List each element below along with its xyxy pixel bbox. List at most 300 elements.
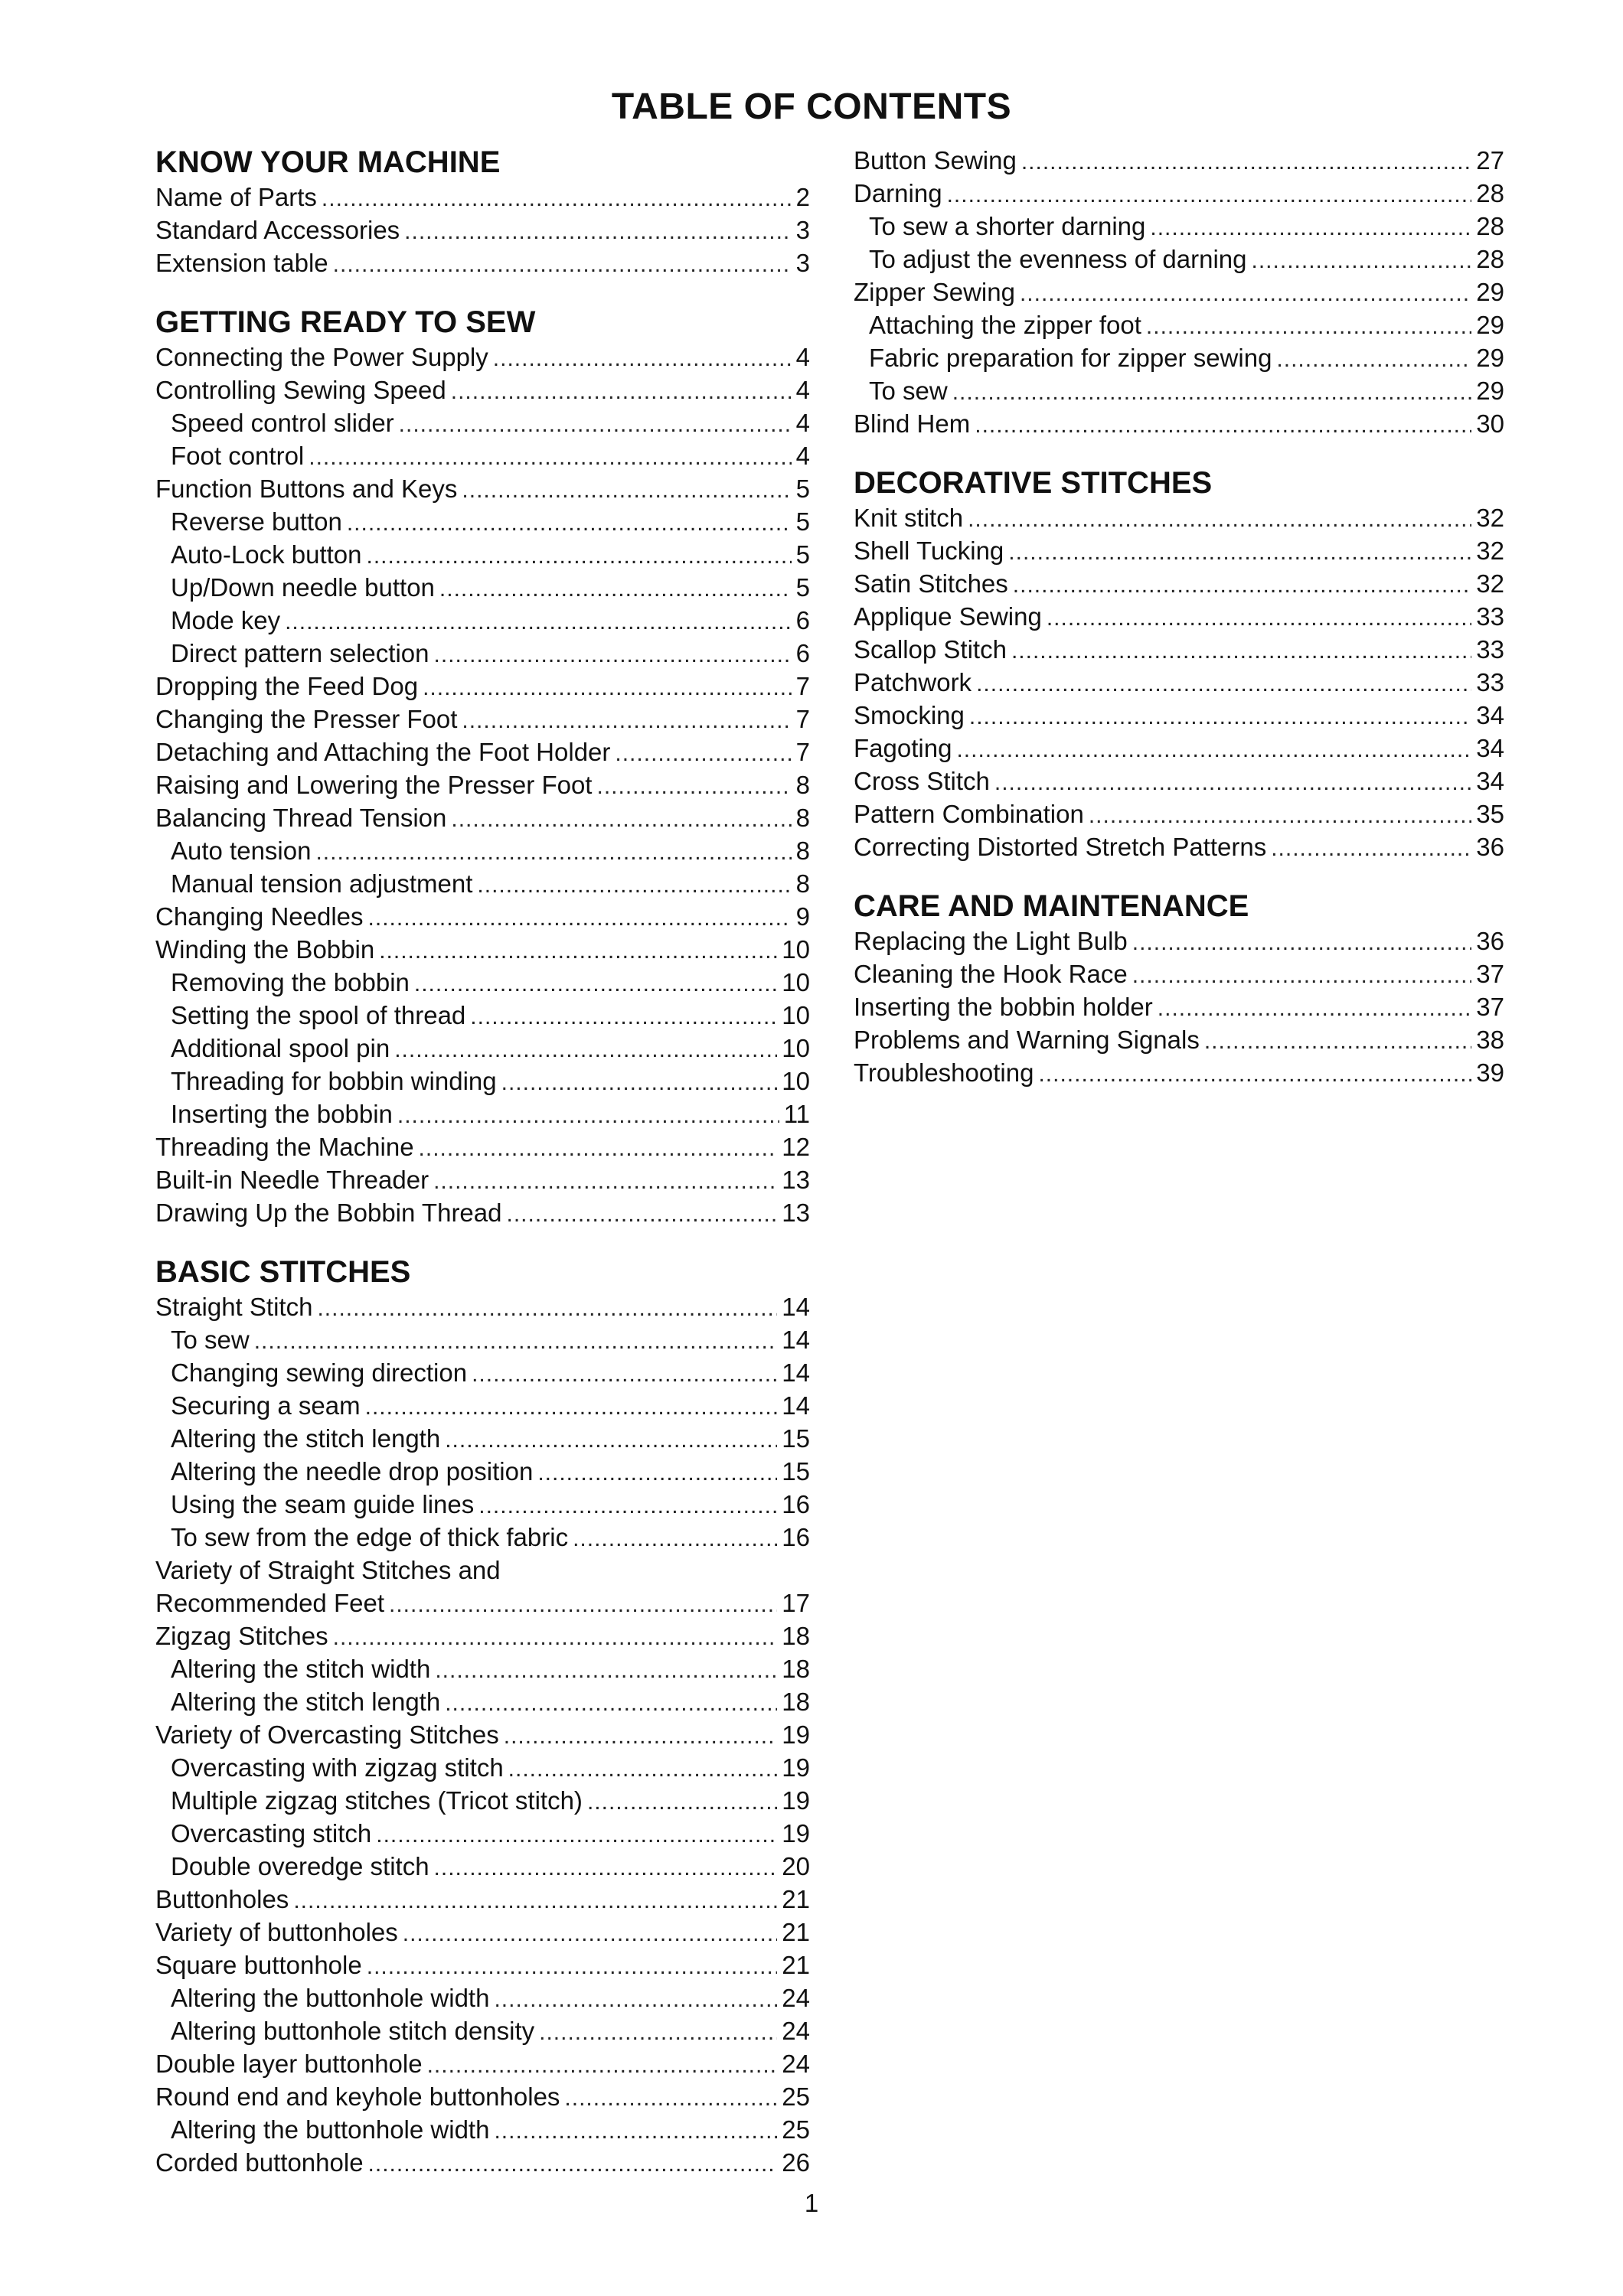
entry-title: Multiple zigzag stitches (Tricot stitch): [171, 1786, 583, 1815]
dot-leader: [365, 1391, 778, 1424]
entry-title: Zipper Sewing: [854, 278, 1015, 306]
entry-title: Altering buttonhole stitch density: [171, 2017, 535, 2045]
toc-entry: [155, 834, 810, 867]
entry-page-number: 4: [795, 376, 810, 404]
entry-page-number: 8: [795, 804, 810, 832]
toc-entry: [854, 177, 1504, 210]
dot-leader: [976, 667, 1471, 700]
entry-title: Altering the stitch width: [171, 1655, 431, 1683]
toc-entry: [155, 966, 810, 999]
entry-title: Square buttonhole: [155, 1951, 362, 1979]
entry-page-number: 25: [782, 2115, 810, 2144]
entry-title: Button Sewing: [854, 146, 1017, 174]
entry-page-number: 18: [782, 1622, 810, 1650]
entry-title: Attaching the zipper foot: [869, 311, 1141, 339]
toc-entry: [155, 1751, 810, 1784]
entry-title: Changing sewing direction: [171, 1358, 468, 1387]
entry-page-number: 4: [795, 409, 810, 437]
dot-leader: [1020, 277, 1471, 310]
toc-entry: [854, 501, 1504, 534]
dot-leader: [968, 503, 1471, 536]
entry-title: Balancing Thread Tension: [155, 804, 447, 832]
toc-entry: [155, 1587, 810, 1619]
entry-title: Replacing the Light Bulb: [854, 927, 1128, 955]
toc-entry: [155, 1949, 810, 1981]
dot-leader: [317, 1292, 777, 1325]
dot-leader: [507, 1198, 778, 1231]
entry-title: To sew: [869, 377, 948, 405]
entry-page-number: 8: [795, 771, 810, 799]
toc-entry: [155, 1488, 810, 1521]
entry-page-number: 34: [1476, 734, 1504, 762]
toc-entry: [155, 439, 810, 472]
entry-page-number: 16: [782, 1523, 810, 1551]
entry-title: Manual tension adjustment: [171, 869, 473, 898]
toc-entry: [155, 2146, 810, 2179]
toc-entry: [155, 1718, 810, 1751]
entry-page-number: 24: [782, 2050, 810, 2078]
entry-page-number: 7: [795, 738, 810, 766]
toc-entry: [854, 1056, 1504, 1089]
entry-page-number: 18: [782, 1688, 810, 1716]
dot-leader: [537, 1456, 777, 1489]
dot-leader: [333, 248, 792, 281]
dot-leader: [347, 507, 792, 540]
toc-entry: [155, 1784, 810, 1817]
entry-title: Standard Accessories: [155, 216, 400, 244]
entry-title: Extension table: [155, 249, 328, 277]
entry-title: Auto-Lock button: [171, 540, 362, 569]
section-heading: GETTING READY TO SEW: [155, 305, 536, 339]
entry-title: Reverse button: [171, 507, 342, 536]
dot-leader: [478, 1489, 777, 1522]
dot-leader: [397, 1099, 779, 1132]
entry-page-number: 6: [795, 606, 810, 634]
entry-page-number: 14: [782, 1391, 810, 1420]
toc-section-basic-stitches: [155, 1254, 810, 2179]
entry-page-number: 11: [783, 1100, 810, 1128]
entry-title: Double layer buttonhole: [155, 2050, 423, 2078]
dot-leader: [1008, 536, 1471, 569]
entry-title: Up/Down needle button: [171, 573, 435, 602]
entry-page-number: 5: [795, 573, 810, 602]
dot-leader: [1150, 211, 1471, 244]
dot-leader: [615, 737, 791, 770]
dot-leader: [1271, 832, 1471, 865]
toc-entry: [155, 181, 810, 214]
entry-page-number: 21: [782, 1885, 810, 1913]
toc-entry: [155, 214, 810, 246]
entry-title: Patchwork: [854, 668, 972, 696]
entry-title: To sew: [171, 1326, 250, 1354]
toc-entry: [155, 1032, 810, 1065]
entry-title: Buttonholes: [155, 1885, 289, 1913]
entry-page-number: 33: [1476, 668, 1504, 696]
toc-entry: [854, 210, 1504, 243]
dot-leader: [470, 1000, 777, 1033]
dot-leader: [1146, 310, 1471, 343]
toc-entry: [155, 246, 810, 279]
entry-page-number: 21: [782, 1951, 810, 1979]
dot-leader: [587, 1786, 777, 1818]
dot-leader: [1158, 992, 1472, 1025]
dot-leader: [285, 605, 792, 638]
toc-column-left: [155, 144, 810, 2179]
dot-leader: [315, 836, 791, 869]
entry-page-number: 33: [1476, 635, 1504, 664]
dot-leader: [439, 572, 792, 605]
entry-title: Correcting Distorted Stretch Patterns: [854, 833, 1267, 861]
entry-title: Zigzag Stitches: [155, 1622, 328, 1650]
entry-title: Variety of Overcasting Stitches: [155, 1720, 499, 1749]
toc-entry: [155, 867, 810, 900]
entry-title: Fagoting: [854, 734, 952, 762]
entry-page-number: 7: [795, 705, 810, 733]
dot-leader: [333, 1621, 778, 1654]
entry-page-number: 35: [1476, 800, 1504, 828]
page-number: 1: [804, 2189, 819, 2217]
dot-leader: [434, 638, 792, 671]
entry-page-number: 27: [1476, 146, 1504, 174]
dot-leader: [462, 704, 791, 737]
toc-entry: [155, 933, 810, 966]
toc-entry: [854, 341, 1504, 374]
toc-entry: [155, 1981, 810, 2014]
dot-leader: [423, 671, 792, 704]
entry-page-number: 38: [1476, 1026, 1504, 1054]
entry-page-number: 29: [1476, 377, 1504, 405]
entry-page-number: 26: [782, 2148, 810, 2177]
entry-title: Drawing Up the Bobbin Thread: [155, 1199, 502, 1227]
entry-title: Direct pattern selection: [171, 639, 429, 667]
entry-title: Winding the Bobbin: [155, 935, 375, 964]
toc-entry: [854, 633, 1504, 666]
entry-page-number: 10: [782, 935, 810, 964]
entry-page-number: 8: [795, 837, 810, 865]
toc-entry: [155, 1521, 810, 1554]
entry-title: Detaching and Attaching the Foot Holder: [155, 738, 611, 766]
dot-leader: [477, 869, 791, 902]
dot-leader: [419, 1132, 778, 1165]
entry-title: Built-in Needle Threader: [155, 1166, 429, 1194]
toc-entry: [155, 505, 810, 538]
entry-page-number: 28: [1476, 212, 1504, 240]
entry-page-number: 10: [782, 968, 810, 996]
toc-entry: [155, 900, 810, 933]
entry-page-number: 16: [782, 1490, 810, 1518]
toc-entry: [155, 2113, 810, 2146]
toc-entry: [155, 1065, 810, 1097]
toc-entry: [155, 1290, 810, 1323]
dot-leader: [1252, 244, 1472, 277]
dot-leader: [1089, 799, 1471, 832]
dot-leader: [952, 376, 1472, 409]
entry-title: Altering the buttonhole width: [171, 1984, 490, 2012]
toc-entry: [155, 735, 810, 768]
entry-title: Connecting the Power Supply: [155, 343, 488, 371]
dot-leader: [501, 1066, 778, 1099]
toc-entry: [155, 801, 810, 834]
entry-page-number: 18: [782, 1655, 810, 1683]
dot-leader: [451, 375, 792, 408]
toc-entry: [854, 534, 1504, 567]
toc-entry: [155, 373, 810, 406]
entry-page-number: 21: [782, 1918, 810, 1946]
dot-leader: [451, 803, 791, 836]
toc-entry: [155, 670, 810, 703]
dot-leader: [1011, 634, 1471, 667]
toc-section-continued: [854, 144, 1504, 440]
entry-page-number: 28: [1476, 245, 1504, 273]
dot-leader: [539, 2016, 777, 2049]
toc-entry: [155, 1389, 810, 1422]
entry-page-number: 4: [795, 343, 810, 371]
entry-page-number: 6: [795, 639, 810, 667]
entry-page-number: 8: [795, 869, 810, 898]
toc-section-decorative-stitches: [854, 465, 1504, 863]
entry-page-number: 10: [782, 1067, 810, 1095]
entry-page-number: 39: [1476, 1058, 1504, 1087]
toc-entry: [155, 1850, 810, 1883]
entry-page-number: 7: [795, 672, 810, 700]
entry-title: Altering the stitch length: [171, 1424, 441, 1453]
dot-leader: [367, 1950, 778, 1983]
entry-page-number: 15: [782, 1457, 810, 1486]
entry-page-number: 37: [1476, 993, 1504, 1021]
entry-title: Darning: [854, 179, 942, 207]
entry-title: Troubleshooting: [854, 1058, 1034, 1087]
entry-title: Mode key: [171, 606, 281, 634]
entry-title: Straight Stitch: [155, 1293, 313, 1321]
toc-entry: [155, 1619, 810, 1652]
toc-entry: [155, 1422, 810, 1455]
dot-leader: [1021, 145, 1471, 178]
entry-page-number: 14: [782, 1326, 810, 1354]
dot-leader: [472, 1358, 777, 1391]
toc-entry: [155, 1817, 810, 1850]
toc-section-getting-ready-to-sew: [155, 304, 810, 1229]
entry-page-number: 5: [795, 507, 810, 536]
dot-leader: [1013, 569, 1472, 602]
toc-entry: [155, 1163, 810, 1196]
entry-page-number: 28: [1476, 179, 1504, 207]
toc-entry: [854, 276, 1504, 308]
entry-title: Setting the spool of thread: [171, 1001, 466, 1029]
page-title: TABLE OF CONTENTS: [611, 86, 1012, 127]
entry-title: Function Buttons and Keys: [155, 475, 458, 503]
toc-entry: [854, 144, 1504, 177]
dot-leader: [399, 408, 792, 441]
toc-entry: [155, 1685, 810, 1718]
dot-leader: [1132, 926, 1472, 959]
entry-page-number: 10: [782, 1034, 810, 1062]
dot-leader: [309, 441, 791, 474]
dot-leader: [293, 1884, 777, 1917]
dot-leader: [1047, 602, 1471, 634]
toc-entry: [155, 703, 810, 735]
entry-title: Shell Tucking: [854, 536, 1004, 565]
entry-title: Auto tension: [171, 837, 312, 865]
entry-title: To sew a shorter darning: [869, 212, 1146, 240]
entry-title: Smocking: [854, 701, 965, 729]
entry-title: Overcasting stitch: [171, 1819, 372, 1848]
entry-page-number: 2: [795, 183, 810, 211]
entry-title: Altering the stitch length: [171, 1688, 441, 1716]
entry-page-number: 19: [782, 1720, 810, 1749]
entry-page-number: 13: [782, 1166, 810, 1194]
toc-entry: [155, 406, 810, 439]
toc-entry: [854, 957, 1504, 990]
entry-page-number: 10: [782, 1001, 810, 1029]
entry-title: Threading for bobbin winding: [171, 1067, 497, 1095]
toc-entry: [155, 1554, 810, 1587]
entry-title: Using the seam guide lines: [171, 1490, 475, 1518]
entry-title: Dropping the Feed Dog: [155, 672, 419, 700]
entry-title: Threading the Machine: [155, 1133, 414, 1161]
toc-entry: [854, 830, 1504, 863]
entry-page-number: 36: [1476, 833, 1504, 861]
toc-entry: [854, 732, 1504, 765]
entry-page-number: 33: [1476, 602, 1504, 631]
entry-page-number: 19: [782, 1786, 810, 1815]
dot-leader: [404, 215, 791, 248]
entry-title: Double overedge stitch: [171, 1852, 429, 1880]
dot-leader: [493, 342, 792, 375]
toc-entry: [155, 341, 810, 373]
entry-page-number: 30: [1476, 409, 1504, 438]
section-heading: DECORATIVE STITCHES: [854, 466, 1213, 500]
toc-entry: [854, 374, 1504, 407]
toc-entry: [155, 1097, 810, 1130]
toc-entry: [155, 1455, 810, 1488]
toc-entry: [155, 2080, 810, 2113]
entry-title: Round end and keyhole buttonholes: [155, 2082, 560, 2111]
dot-leader: [322, 182, 792, 215]
toc-entry: [155, 571, 810, 604]
entry-page-number: 14: [782, 1358, 810, 1387]
dot-leader: [367, 540, 792, 572]
toc-entry: [854, 407, 1504, 440]
entry-title: Securing a seam: [171, 1391, 361, 1420]
entry-title: Additional spool pin: [171, 1034, 390, 1062]
entry-title: Changing Needles: [155, 902, 364, 931]
entry-page-number: 20: [782, 1852, 810, 1880]
entry-page-number: 25: [782, 2082, 810, 2111]
entry-page-number: 4: [795, 442, 810, 470]
entry-title: To sew from the edge of thick fabric: [171, 1523, 569, 1551]
entry-page-number: 3: [795, 249, 810, 277]
entry-title: Blind Hem: [854, 409, 971, 438]
entry-page-number: 32: [1476, 536, 1504, 565]
dot-leader: [1132, 959, 1472, 992]
toc-section-know-your-machine: [155, 144, 810, 279]
toc-entry: [155, 637, 810, 670]
entry-title: Satin Stitches: [854, 569, 1008, 598]
entry-page-number: 24: [782, 1984, 810, 2012]
entry-title: Applique Sewing: [854, 602, 1042, 631]
dot-leader: [947, 178, 1472, 211]
toc-entry: [155, 1652, 810, 1685]
entry-page-number: 5: [795, 540, 810, 569]
entry-title: Foot control: [171, 442, 305, 470]
toc-entry: [155, 1883, 810, 1916]
toc-entry: [155, 472, 810, 505]
dot-leader: [1038, 1058, 1471, 1091]
toc-entry: [155, 999, 810, 1032]
dot-leader: [427, 2049, 778, 2082]
dot-leader: [414, 967, 777, 1000]
entry-title: Overcasting with zigzag stitch: [171, 1753, 504, 1782]
toc-entry: [854, 600, 1504, 633]
dot-leader: [389, 1588, 777, 1621]
dot-leader: [1276, 343, 1471, 376]
entry-page-number: 32: [1476, 504, 1504, 532]
dot-leader: [596, 770, 791, 803]
entry-title: Removing the bobbin: [171, 968, 410, 996]
dot-leader: [433, 1165, 777, 1198]
toc-entry: [854, 699, 1504, 732]
entry-page-number: 29: [1476, 344, 1504, 372]
toc-entry: [854, 567, 1504, 600]
dot-leader: [403, 1917, 778, 1950]
entry-page-number: 5: [795, 475, 810, 503]
entry-page-number: 17: [782, 1589, 810, 1617]
dot-leader: [494, 2115, 777, 2148]
toc-entry: [854, 765, 1504, 797]
toc-entry: [854, 243, 1504, 276]
toc-entry: [854, 1023, 1504, 1056]
entry-page-number: 3: [795, 216, 810, 244]
toc-entry: [155, 1916, 810, 1949]
entry-title: Fabric preparation for zipper sewing: [869, 344, 1272, 372]
dot-leader: [969, 700, 1471, 733]
dot-leader: [379, 934, 777, 967]
entry-page-number: 34: [1476, 767, 1504, 795]
toc-entry: [854, 797, 1504, 830]
entry-page-number: 34: [1476, 701, 1504, 729]
entry-title: Problems and Warning Signals: [854, 1026, 1200, 1054]
entry-title: Cross Stitch: [854, 767, 990, 795]
dot-leader: [508, 1753, 778, 1786]
entry-page-number: 14: [782, 1293, 810, 1321]
toc-entry: [155, 2047, 810, 2080]
entry-title: Cleaning the Hook Race: [854, 960, 1128, 988]
entry-page-number: 29: [1476, 278, 1504, 306]
entry-title: Variety of buttonholes: [155, 1918, 398, 1946]
toc-entry: [155, 1130, 810, 1163]
dot-leader: [368, 2148, 778, 2180]
toc-entry: [155, 2014, 810, 2047]
entry-title: Scallop Stitch: [854, 635, 1007, 664]
entry-page-number: 36: [1476, 927, 1504, 955]
entry-page-number: 24: [782, 2017, 810, 2045]
dot-leader: [504, 1720, 778, 1753]
entry-title: Controlling Sewing Speed: [155, 376, 446, 404]
dot-leader: [445, 1424, 777, 1456]
toc-entry: [854, 925, 1504, 957]
dot-leader: [975, 409, 1471, 442]
entry-title: Speed control slider: [171, 409, 394, 437]
entry-title: Knit stitch: [854, 504, 964, 532]
section-heading: KNOW YOUR MACHINE: [155, 145, 501, 179]
entry-title: Corded buttonhole: [155, 2148, 364, 2177]
entry-title: Altering the buttonhole width: [171, 2115, 490, 2144]
toc-entry: [155, 1323, 810, 1356]
dot-leader: [994, 766, 1471, 799]
dot-leader: [956, 733, 1471, 766]
entry-title: Pattern Combination: [854, 800, 1084, 828]
entry-page-number: 13: [782, 1199, 810, 1227]
